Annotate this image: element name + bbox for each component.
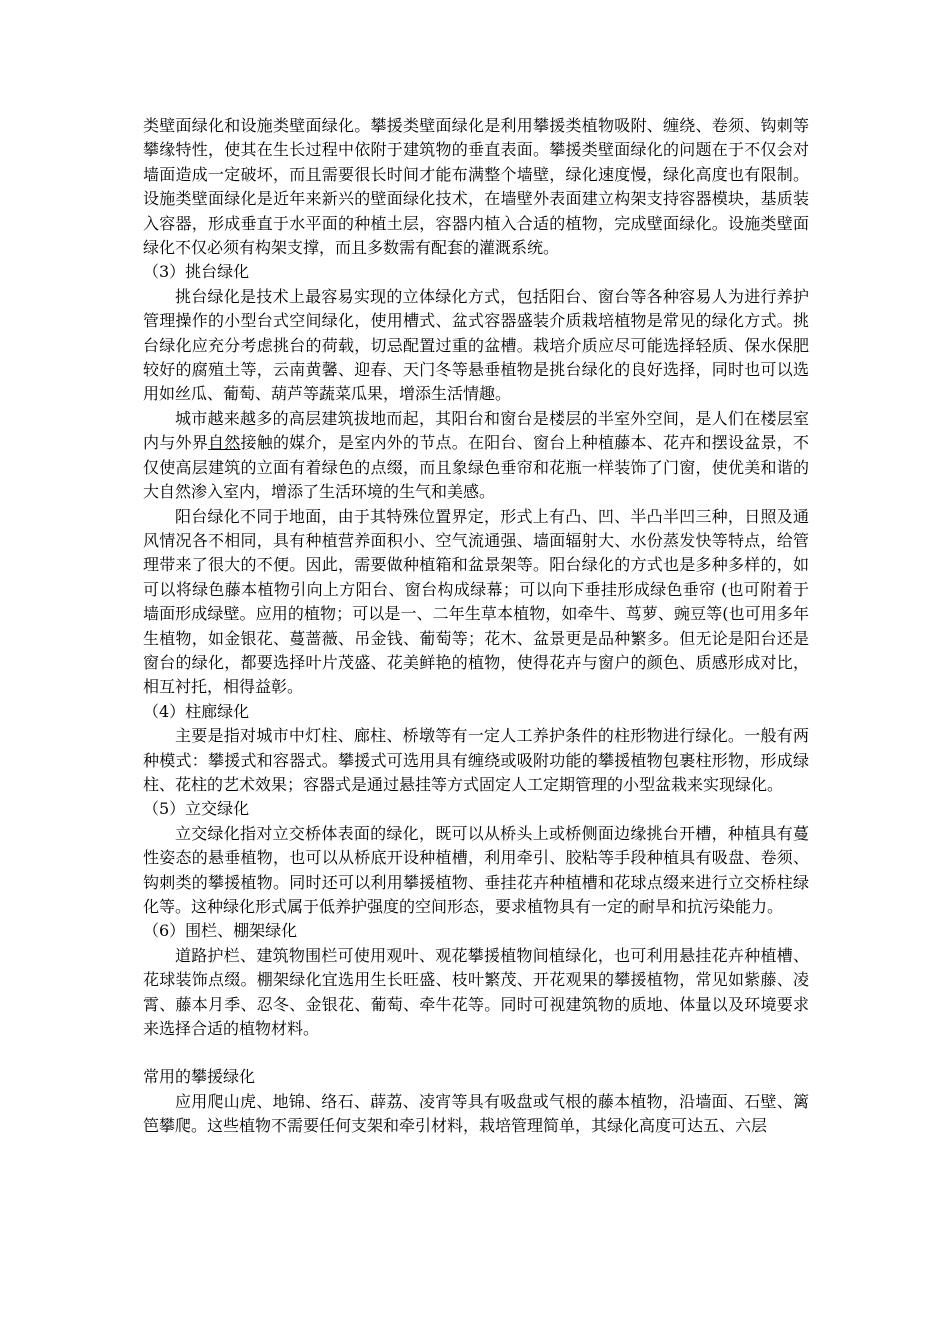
paragraph-overpass: 立交绿化指对立交桥体表面的绿化，既可以从桥头上或桥侧面边缘挑台开槽，种植具有蔓性姿态的悬垂植物，也可以从桥底开设种植槽，利用牵引、胶粘等手段种植具有吸盘、卷须、钩刺类的攀援植物。同时还可以利用攀援植物、垂挂花卉种植槽和花球点缀来进行立交桥柱绿化等。这种绿化形式属于低养护强度的空间形态，要求植物具有一定的耐旱和抗污染能力。 [143, 823, 809, 916]
text-run: 接触的媒介，是室内外的节点。在阳台、窗台上种植藤本、花卉和摆设盆景，不仅使高层建筑的立面有着绿色的点缀，而且象绿色垂帘和花瓶一样装饰了门窗，使优美和谐的大自然渗入室内，增添了生活环境的生气和美感。 [143, 433, 809, 502]
document-body [143, 114, 809, 1139]
blank-line [143, 1041, 809, 1065]
section-heading-balcony: （3）挑台绿化 [143, 262, 250, 282]
paragraph-climbing: 应用爬山虎、地锦、络石、薜荔、凌宵等具有吸盘或气根的藤本植物，沿墙面、石壁、篱笆攀爬。这些植物不需要任何支架和牵引材料，栽培管理简单，其绿化高度可达五、六层 [143, 1091, 809, 1136]
paragraph-colonnade: 主要是指对城市中灯柱、廊柱、桥墩等有一定人工养护条件的柱形物进行绿化。一般有两种模式：攀援式和容器式。攀援式可选用具有缠绕或吸附功能的攀援植物包裹柱形物，形成绿柱、花柱的艺术效果；容器式是通过悬挂等方式固定人工定期管理的小型盆栽来实现绿化。 [143, 726, 809, 794]
paragraph-fence-trellis: 道路护栏、建筑物围栏可使用观叶、观花攀援植物间植绿化，也可利用悬挂花卉种植槽、花球装饰点缀。棚架绿化宜选用生长旺盛、枝叶繁茂、开花观果的攀援植物，常见如紫藤、凌霄、藤本月季、忍冬、金银花、葡萄、牵牛花等。同时可视建筑物的质地、体量以及环境要求来选择合适的植物材料。 [143, 945, 809, 1039]
underlined-word: 自然 [208, 433, 241, 453]
text-run: 城市越来越多的高层建筑拔地而起，其阳台和窗台是楼层的半室外空间，是人们在楼层室内与外界 [143, 408, 809, 453]
section-heading-fence-trellis: （6）围栏、棚架绿化 [143, 921, 298, 941]
section-heading-colonnade: （4）柱廊绿化 [143, 701, 250, 721]
section-heading-overpass: （5）立交绿化 [143, 799, 250, 819]
paragraph-highrise-balcony [143, 407, 809, 505]
paragraph-wall-greening: 类壁面绿化和设施类壁面绿化。攀援类壁面绿化是利用攀援类植物吸附、缠绕、卷须、钩刺等攀缘特性，使其在生长过程中依附于建筑物的垂直表面。攀援类壁面绿化的问题在于不仅会对墙面造成一定破坏，而且需要很长时间才能布满整个墙壁，绿化速度慢，绿化高度也有限制。设施类壁面绿化是近年来新兴的壁面绿化技术，在墙壁外表面建立构架支持容器模块，基质装入容器，形成垂直于水平面的种植土层，容器内植入合适的植物，完成壁面绿化。设施类壁面绿化不仅必须有构架支撑，而且多数需有配套的灌溉系统。 [143, 116, 809, 258]
paragraph-balcony-intro: 挑台绿化是技术上最容易实现的立体绿化方式，包括阳台、窗台等各种容易人为进行养护管理操作的小型台式空间绿化，使用槽式、盆式容器盛装介质栽培植物是常见的绿化方式。挑台绿化应充分考虑挑台的荷载，切忌配置过重的盆槽。栽培介质应尽可能选择轻质、保水保肥较好的腐殖土等，云南黄馨、迎春、天门冬等悬垂植物是挑台绿化的良好选择，同时也可以选用如丝瓜、葡萄、葫芦等蔬菜瓜果，增添生活情趣。 [143, 286, 809, 404]
section-heading-climbing: 常用的攀援绿化 [143, 1067, 256, 1087]
paragraph-balcony-methods: 阳台绿化不同于地面，由于其特殊位置界定，形式上有凸、凹、半凸半凹三种，日照及通风情况各不相同，具有种植营养面积小、空气流通强、墙面辐射大、水份蒸发快等特点，给管理带来了很大的不便。因此，需要做种植箱和盆景架等。阳台绿化的方式也是多种多样的，如可以将绿色藤本植物引向上方阳台、窗台构成绿幕；可以向下垂挂形成绿色垂帘 (也可附着于墙面形成绿壁。应用的植物；可以是一、二年生草本植物，如牵牛、茑萝、豌豆等(也可用多年生植物，如金银花、蔓蔷薇、吊金钱、葡萄等；花木、盆景更是品种繁多。但无论是阳台还是窗台的绿化，都要选择叶片茂盛、花美鲜艳的植物，使得花卉与窗户的颜色、质感形成对比，相互衬托，相得益彰。 [143, 506, 809, 697]
